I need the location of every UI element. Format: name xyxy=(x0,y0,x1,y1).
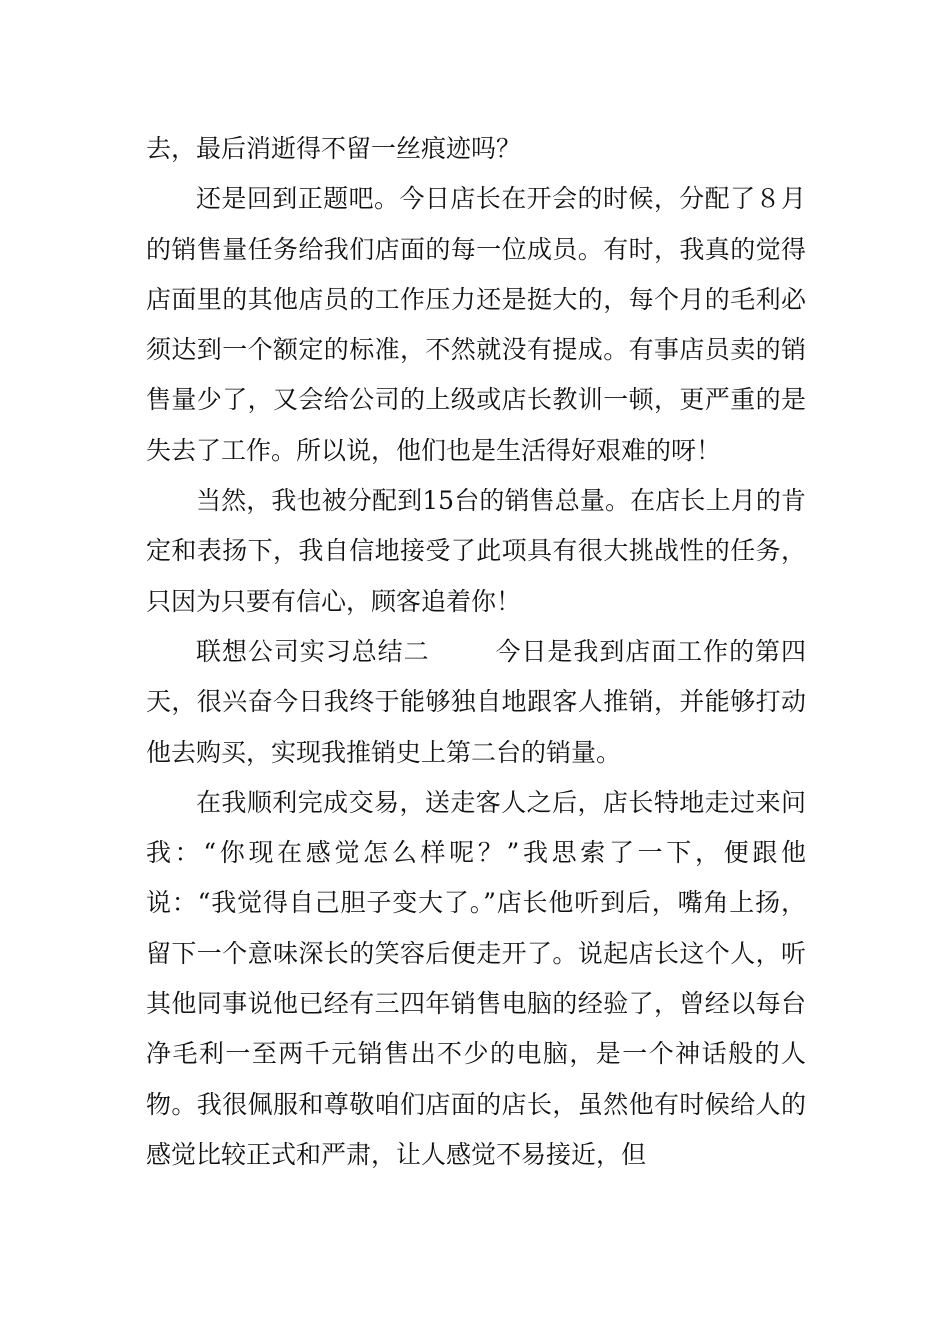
paragraph-5: 在我顺利完成交易，送走客人之后，店长特地走过来问我：“你现在感觉怎么样呢？”我思索了一下，便跟他说：“我觉得自己胆子变大了。”店长他听到后，嘴角上扬，留下一个意味深长的笑容后便走开了。说起店长这个人，听其他同事说他已经有三四年销售电脑的经验了，曾经以每台净毛利一至两千元销售出不少的电脑，是一个神话般的人物。我很佩服和尊敬咱们店面的店长，虽然他有时候给人的感觉比较正式和严肃，让人感觉不易接近，但 xyxy=(146,787,806,1169)
paragraph-2: 还是回到正题吧。今日店长在开会的时候，分配了８月的销售量任务给我们店面的每一位成员。有时，我真的觉得店面里的其他店员的工作压力还是挺大的，每个月的毛利必须达到一个额定的标准，不然就没有提成。有事店员卖的销售量少了，又会给公司的上级或店长教训一顿，更严重的是失去了工作。所以说，他们也是生活得好艰难的呀！ xyxy=(146,184,806,465)
paragraph-3: 当然，我也被分配到15台的销售总量。在店长上月的肯定和表扬下，我自信地接受了此项具有很大挑战性的任务，只因为只要有信心，顾客追着你！ xyxy=(146,486,806,616)
section-heading: 联想公司实习总结二 xyxy=(196,636,430,666)
paragraph-4-text: 今日是我到店面工作的第四天，很兴奋今日我终于能够独自地跟客人推销，并能够打动他去购买，实现我推销史上第二台的销量。 xyxy=(146,636,806,767)
paragraph-4 xyxy=(146,627,806,778)
paragraph-1: 去，最后消逝得不留一丝痕迹吗？ xyxy=(146,134,522,163)
body-text xyxy=(146,124,806,1180)
